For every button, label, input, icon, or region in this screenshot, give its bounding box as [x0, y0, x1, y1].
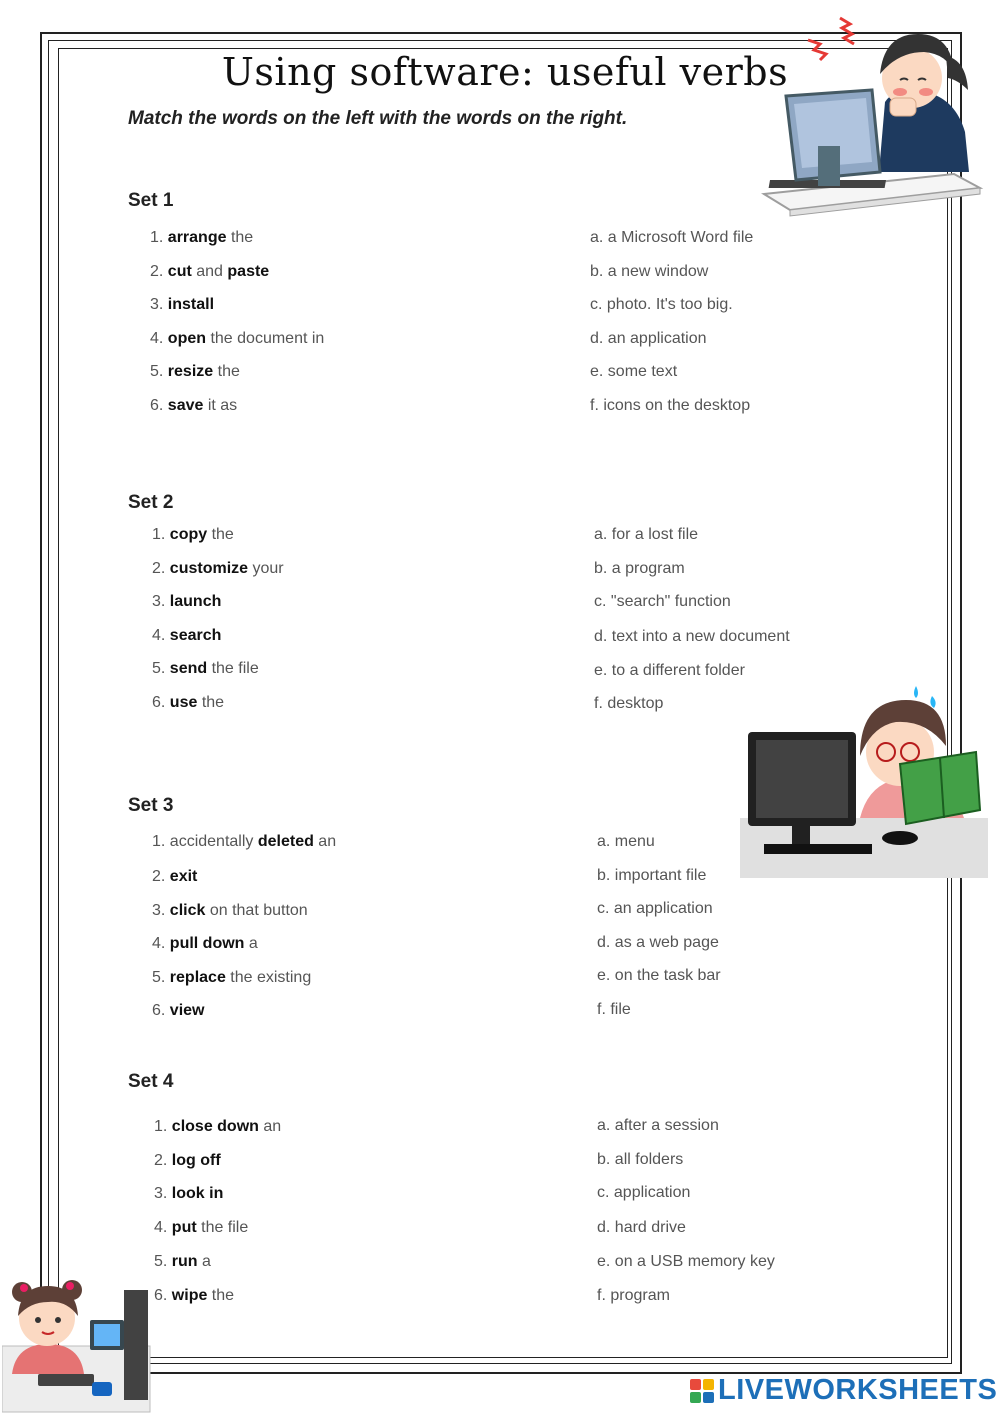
set-2-right-item-f: f. desktop	[594, 695, 664, 712]
liveworksheets-logo-icon	[690, 1379, 714, 1403]
set-2-left-item-5: 5. send the file	[152, 660, 259, 677]
set-4-right-item-a: a. after a session	[597, 1117, 719, 1134]
girl-typing-computer-illustration	[2, 1270, 152, 1414]
set-4-right-item-c: c. application	[597, 1184, 691, 1201]
set-3-right-item-a: a. menu	[597, 833, 655, 850]
set-3-left-item-5: 5. replace the existing	[152, 969, 312, 986]
set-4-left-item-4: 4. put the file	[154, 1219, 249, 1236]
set-4-left-item-5: 5. run a	[154, 1253, 211, 1270]
set-4-left-item-2: 2. log off	[154, 1152, 221, 1169]
set-4-left-item-6: 6. wipe the	[154, 1287, 235, 1304]
set-3-left-item-4: 4. pull down a	[152, 935, 258, 952]
set-1-left-item-5: 5. resize the	[150, 363, 240, 380]
set-4-right-item-f: f. program	[597, 1287, 670, 1304]
set-1-left-item-1: 1. arrange the	[150, 229, 254, 246]
set-2-right-item-a: a. for a lost file	[594, 526, 699, 543]
woman-reading-book-computer-illustration	[740, 678, 988, 878]
set-4-left-item-1: 1. close down an	[154, 1118, 282, 1135]
set-3-left-item-2: 2. exit	[152, 868, 198, 885]
stressed-woman-computer-illustration	[760, 10, 988, 238]
instruction-text: Match the words on the left with the words on the right.	[128, 108, 628, 129]
set-1-right-item-e: e. some text	[590, 363, 678, 380]
set-4-right-item-b: b. all folders	[597, 1151, 684, 1168]
set-2-left-item-1: 1. copy the	[152, 526, 234, 543]
set-2-right-item-b: b. a program	[594, 560, 685, 577]
set-1-title: Set 1	[128, 190, 174, 211]
set-3-right-item-e: e. on the task bar	[597, 967, 721, 984]
set-2-left-item-3: 3. launch	[152, 593, 222, 610]
set-3-right-item-f: f. file	[597, 1001, 631, 1018]
set-1-right-item-f: f. icons on the desktop	[590, 397, 751, 414]
set-2-right-item-e: e. to a different folder	[594, 662, 745, 679]
set-1-right-item-d: d. an application	[590, 330, 707, 347]
set-1-left-item-4: 4. open the document in	[150, 330, 325, 347]
set-2-left-item-2: 2. customize your	[152, 560, 284, 577]
set-2-right-item-c: c. "search" function	[594, 593, 731, 610]
set-1-right-item-a: a. a Microsoft Word file	[590, 229, 754, 246]
set-1-left-item-6: 6. save it as	[150, 397, 238, 414]
liveworksheets-text: LIVEWORKSHEETS	[718, 1374, 998, 1406]
set-1-left-item-2: 2. cut and paste	[150, 263, 270, 280]
page-title: Using software: useful verbs	[221, 50, 789, 94]
stress-marks-icon	[808, 18, 854, 60]
set-4-right-item-d: d. hard drive	[597, 1219, 686, 1236]
set-2-left-item-6: 6. use the	[152, 694, 225, 711]
set-3-right-item-b: b. important file	[597, 867, 707, 884]
set-2-right-item-d: d. text into a new document	[594, 628, 790, 645]
set-4-right-item-e: e. on a USB memory key	[597, 1253, 775, 1270]
set-2-left-item-4: 4. search	[152, 627, 222, 644]
set-1-right-item-b: b. a new window	[590, 263, 709, 280]
set-3-left-item-1: 1. accidentally deleted an	[152, 833, 337, 850]
set-1-right-item-c: c. photo. It's too big.	[590, 296, 733, 313]
set-4-left-item-3: 3. look in	[154, 1185, 224, 1202]
set-3-title: Set 3	[128, 795, 174, 816]
liveworksheets-watermark	[690, 1374, 997, 1407]
set-3-left-item-3: 3. click on that button	[152, 902, 308, 919]
set-1-left-item-3: 3. install	[150, 296, 215, 313]
set-2-title: Set 2	[128, 492, 174, 513]
set-3-left-item-6: 6. view	[152, 1002, 205, 1019]
set-3-right-item-c: c. an application	[597, 900, 713, 917]
set-4-title: Set 4	[128, 1071, 174, 1092]
set-3-right-item-d: d. as a web page	[597, 934, 719, 951]
